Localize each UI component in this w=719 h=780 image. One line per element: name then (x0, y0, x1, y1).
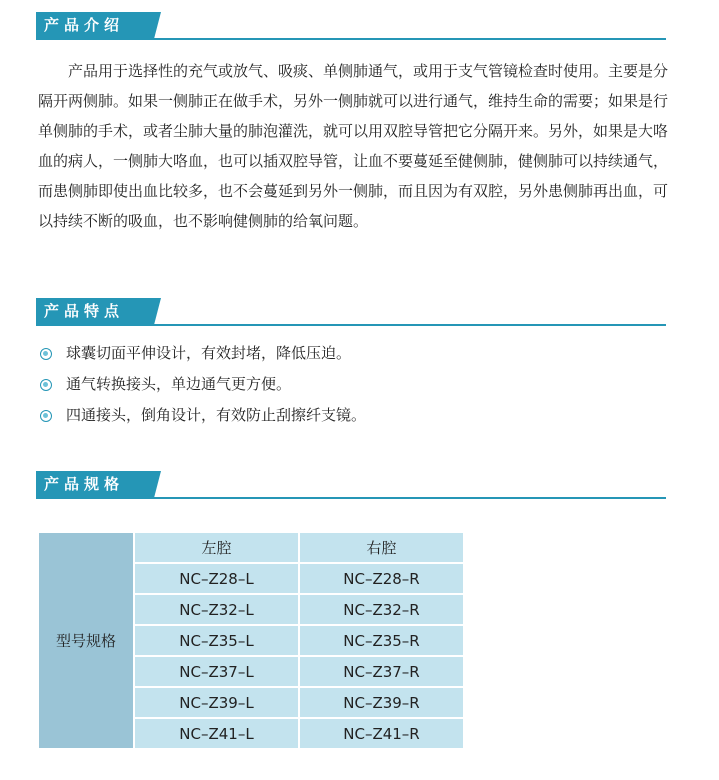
column-header-left: 左腔 (134, 532, 299, 563)
table-cell: NC–Z37–R (299, 656, 464, 687)
table-cell: NC–Z32–R (299, 594, 464, 625)
specs-section-header (36, 471, 666, 499)
feature-item (40, 338, 660, 369)
features-section-title: 产品特点 (36, 298, 154, 325)
table-cell: NC–Z28–R (299, 563, 464, 594)
table-cell: NC–Z41–R (299, 718, 464, 749)
features-list (40, 338, 660, 431)
table-cell: NC–Z39–L (134, 687, 299, 718)
table-cell: NC–Z35–R (299, 625, 464, 656)
feature-text: 通气转换接头，单边通气更方便。 (66, 375, 292, 393)
bullet-icon (40, 410, 52, 422)
table-cell: NC–Z41–L (134, 718, 299, 749)
row-label-cell: 型号规格 (38, 532, 134, 749)
feature-item (40, 369, 660, 400)
intro-section-title: 产品介绍 (36, 12, 154, 39)
column-header-right: 右腔 (299, 532, 464, 563)
bullet-icon (40, 348, 52, 360)
table-cell: NC–Z35–L (134, 625, 299, 656)
intro-paragraph (38, 56, 668, 236)
intro-section-rule (36, 38, 666, 40)
features-section-header (36, 298, 666, 326)
table-header-row (38, 532, 464, 563)
intro-text: 产品用于选择性的充气或放气、吸痰、单侧肺通气，或用于支气管镜检查时使用。主要是分隔开两侧肺。如果一侧肺正在做手术，另外一侧肺就可以进行通气，维持生命的需要；如果是行单侧肺的手术，或者尘肺大量的肺泡灌洗，就可以用双腔导管把它分隔开来。另外，如果是大咯血的病人，一侧肺大咯血，也可以插双腔导管，让血不要蔓延至健侧肺，健侧肺可以持续通气，而患侧肺即使出血比较多，也不会蔓延到另外一侧肺，而且因为有双腔，另外患侧肺再出血，可以持续不断的吸血，也不影响健侧肺的给氧问题。 (38, 62, 669, 230)
table-cell: NC–Z39–R (299, 687, 464, 718)
spec-table (37, 531, 465, 750)
specs-section-title: 产品规格 (36, 471, 154, 498)
table-cell: NC–Z37–L (134, 656, 299, 687)
feature-item (40, 400, 660, 431)
feature-text: 四通接头，倒角设计，有效防止刮擦纤支镜。 (66, 406, 367, 424)
feature-text: 球囊切面平伸设计，有效封堵，降低压迫。 (66, 344, 352, 362)
table-cell: NC–Z32–L (134, 594, 299, 625)
table-cell: NC–Z28–L (134, 563, 299, 594)
features-section-rule (36, 324, 666, 326)
bullet-icon (40, 379, 52, 391)
specs-section-rule (36, 497, 666, 499)
intro-section-header (36, 12, 666, 40)
